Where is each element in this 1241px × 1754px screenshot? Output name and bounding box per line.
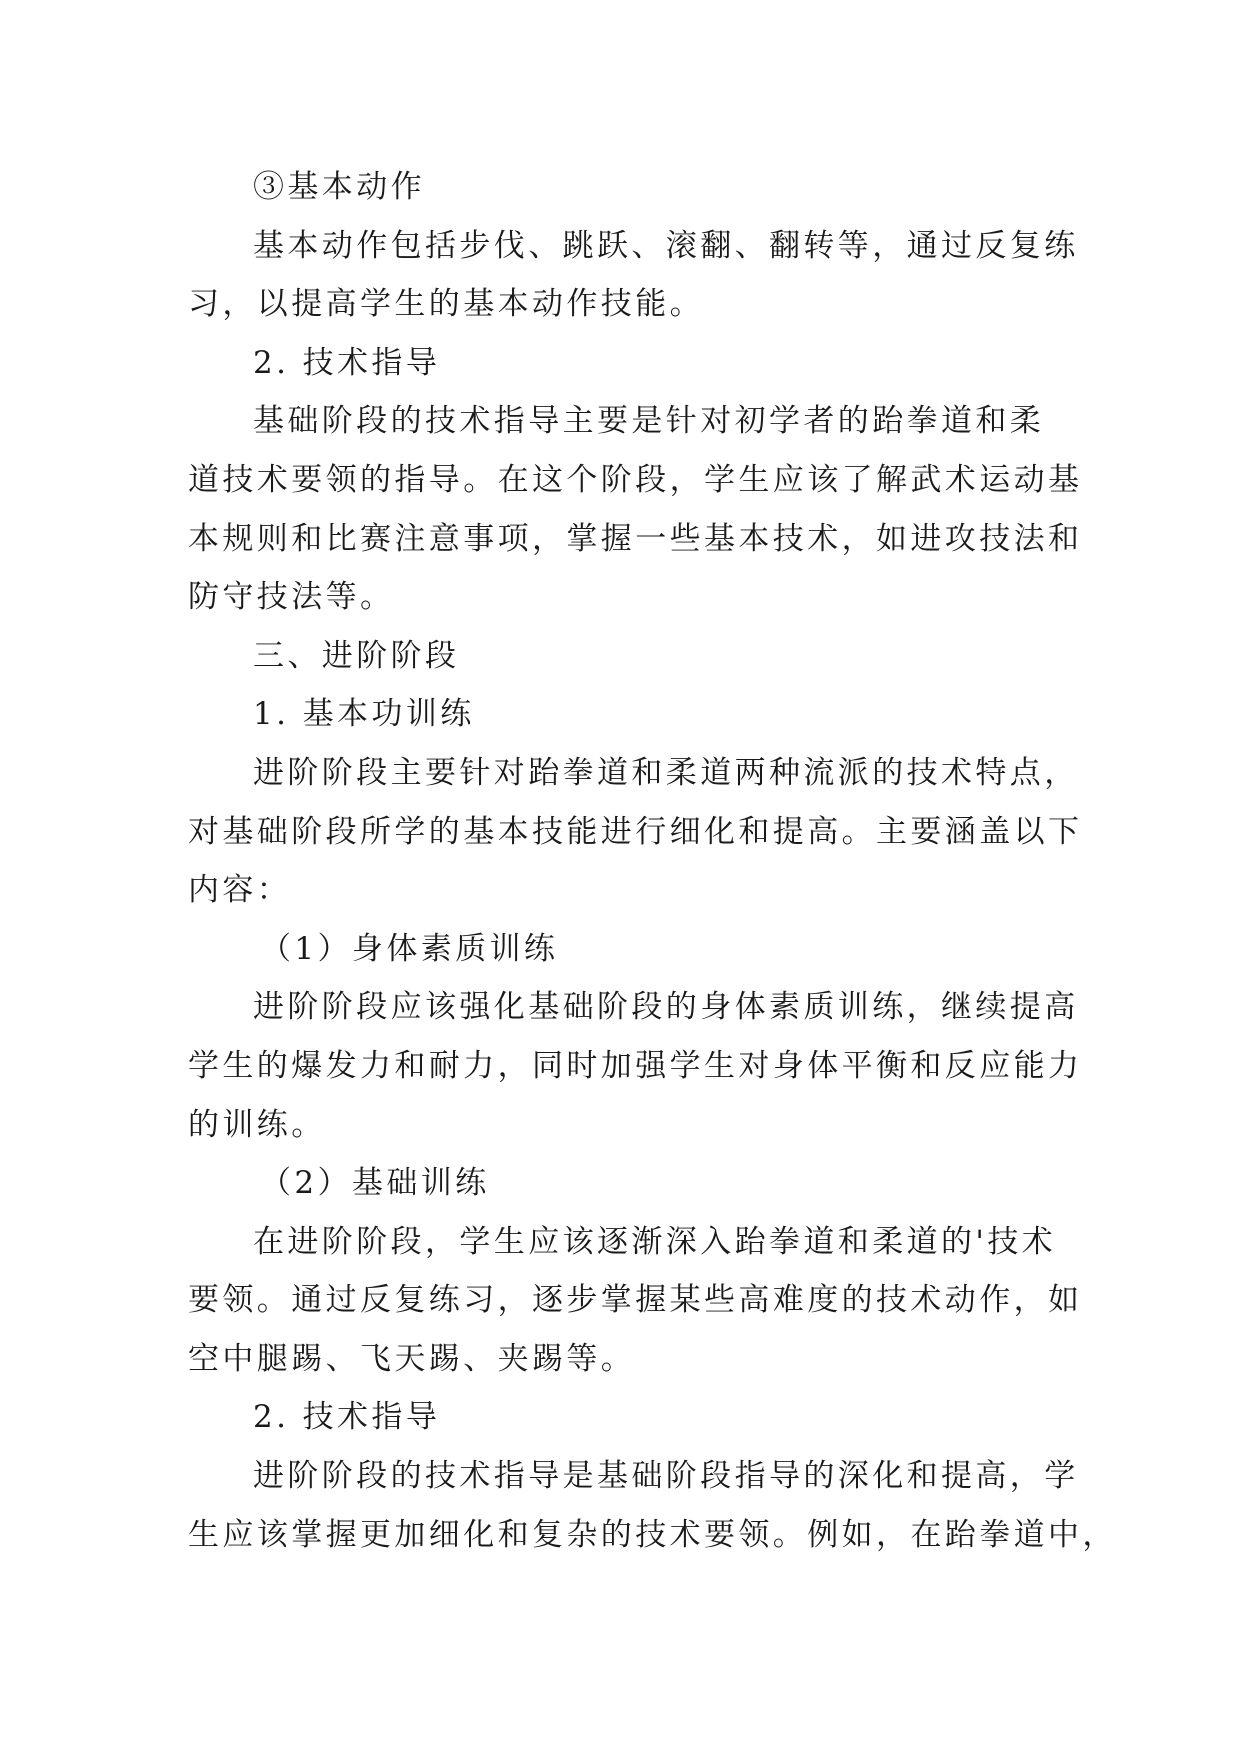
section-heading-advanced-stage: 三、进阶阶段 xyxy=(253,637,460,674)
paragraph-line: 进阶阶段的技术指导是基础阶段指导的深化和提高，学 xyxy=(253,1458,1079,1495)
paragraph-line: 的训练。 xyxy=(188,1106,326,1143)
subheading-basic-movements: ③基本动作 xyxy=(253,169,425,205)
paragraph-line: 在进阶阶段，学生应该逐渐深入跆拳道和柔道的'技术 xyxy=(253,1223,1057,1260)
paragraph-line: 进阶阶段主要针对跆拳道和柔道两种流派的技术特点， xyxy=(253,754,1079,791)
paragraph-line: 基本动作包括步伐、跳跃、滚翻、翻转等，通过反复练 xyxy=(253,227,1079,264)
paragraph-line: 防守技法等。 xyxy=(188,579,395,616)
subheading-technical-guidance: 2. 技术指导 xyxy=(253,344,441,381)
paragraph-line: 基础阶段的技术指导主要是针对初学者的跆拳道和柔 xyxy=(253,403,1045,440)
paragraph-line: 进阶阶段应该强化基础阶段的身体素质训练，继续提高 xyxy=(253,989,1079,1026)
subheading-technical-guidance-2: 2. 技术指导 xyxy=(253,1399,441,1436)
paragraph-line: 空中腿踢、飞天踢、夹踢等。 xyxy=(188,1340,636,1377)
subheading-foundation-training: （2）基础训练 xyxy=(260,1165,490,1202)
paragraph-line: 习，以提高学生的基本动作技能。 xyxy=(188,286,704,323)
paragraph-line: 本规则和比赛注意事项，掌握一些基本技术，如进攻技法和 xyxy=(188,520,1083,557)
paragraph-line: 学生的爆发力和耐力，同时加强学生对身体平衡和反应能力 xyxy=(188,1047,1083,1084)
document-body xyxy=(188,158,1117,1564)
subheading-physical-training: （1）身体素质训练 xyxy=(260,930,559,967)
paragraph-line: 要领。通过反复练习，逐步掌握某些高难度的技术动作，如 xyxy=(188,1282,1083,1319)
paragraph-line: 对基础阶段所学的基本技能进行细化和提高。主要涵盖以下 xyxy=(188,813,1083,850)
paragraph-line: 内容： xyxy=(188,872,292,909)
paragraph-line: 生应该掌握更加细化和复杂的技术要领。例如，在跆拳道中， xyxy=(188,1516,1117,1553)
subheading-basic-training: 1. 基本功训练 xyxy=(253,696,475,733)
paragraph-line: 道技术要领的指导。在这个阶段，学生应该了解武术运动基 xyxy=(188,461,1083,498)
